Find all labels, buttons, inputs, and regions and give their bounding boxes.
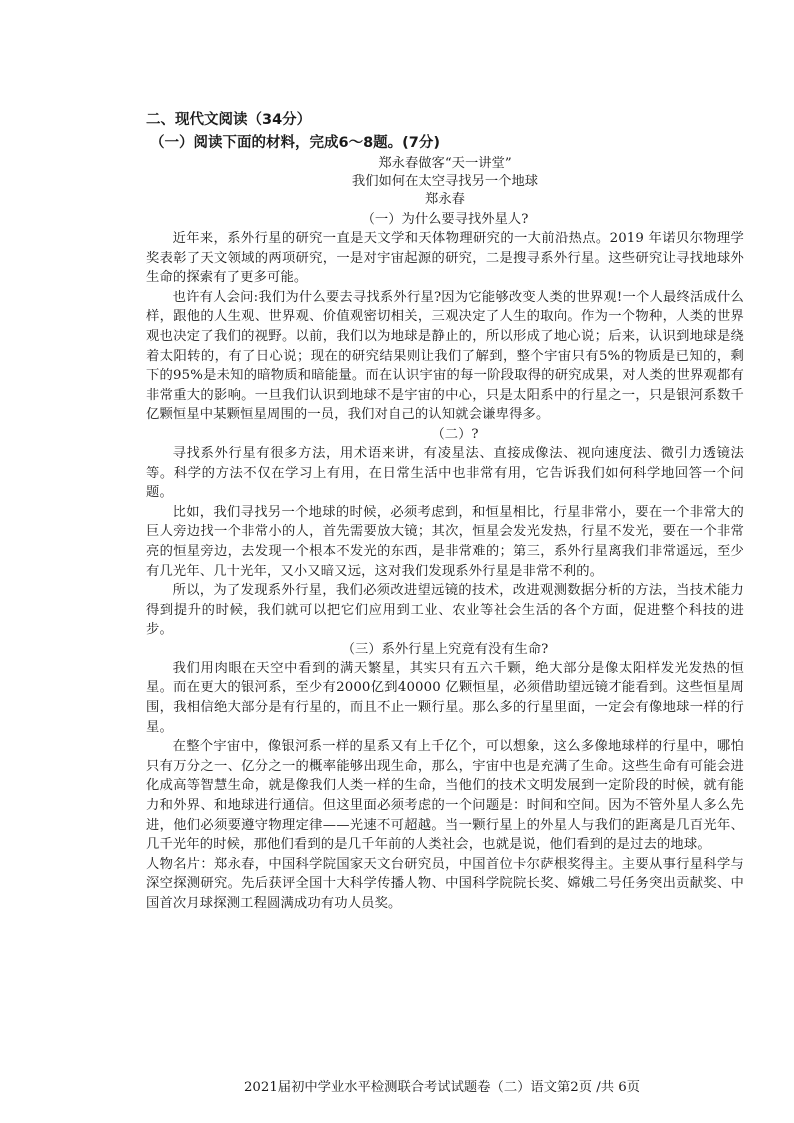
paragraph: 近年来，系外行星的研究一直是天文学和天体物理研究的一大前沿热点。2019 年诺贝尔物理学奖表彰了天文领域的两项研究，一是对宇宙起源的研究，二是搜寻系外行星。这些研究让寻找地球外生命的探索有了更多可能。 <box>146 231 744 286</box>
question-instruction: （一）阅读下面的材料，完成6～8题。(7分) <box>150 135 441 151</box>
page-footer: 2021届初中学业水平检测联合考试试题卷（二）语文第2页 /共 6页 <box>243 1080 641 1095</box>
section-title: 二、现代文阅读（34分） <box>146 112 312 128</box>
paragraph: 也许有人会问:我们为什么要去寻找系外行星?因为它能够改变人类的世界观!一个人最终活成什么样，跟他的人生观、世界观、价值观密切相关，三观决定了人生的取向。作为一个物种，人类的世界观也决定了我们的视野。以前，我们以为地球是静止的，所以形成了地心说；后来，认识到地球是绕着太阳转的，有了日心说；现在的研究结果则让我们了解到，整个宇宙只有5%的物质是已知的，剩下的95%是未知的暗物质和暗能量。而在认识宇宙的每一阶段取得的研究成果，对人类的世界观都有非常重大的影响。一旦我们认识到地球不是宇宙的中心，只是太阳系中的行星之一，只是银河系数千亿颗恒星中某颗恒星周围的一员，我们对自己的认知就会谦卑得多。 <box>146 289 744 423</box>
paragraph: 寻找系外行星有很多方法，用术语来讲，有凌星法、直接成像法、视向速度法、微引力透镜法等。科学的方法不仅在学习上有用，在日常生活中也非常有用，它告诉我们如何科学地回答一个问题。 <box>146 445 744 501</box>
part2-heading: （二）? <box>431 426 479 442</box>
part3-heading: （三）系外行星上究竟有没有生命? <box>341 641 549 657</box>
article-author: 郑永春 <box>425 192 465 207</box>
paragraph: 我们用肉眼在天空中看到的满天繁星，其实只有五六千颗，绝大部分是像太阳样发光发热的恒星。而在更大的银河系，至少有2000亿到40000 亿颗恒星，必须借助望远镜才能看到。这些恒星周围，我相信绝大部分是有行星的，而且不止一颗行星。那么多的行星里面，一定会有像地球一样的行星。 <box>146 660 744 735</box>
article-title: 我们如何在太空寻找另一个地球 <box>351 174 539 189</box>
paragraph: 比如，我们寻找另一个地球的时候，必须考虑到，和恒星相比，行星非常小，要在一个非常大的巨人旁边找一个非常小的人，首先需要放大镜；其次，恒星会发光发热，行星不发光，要在一个非常亮的恒星旁边，去发现一个根本不发光的东西，是非常难的；第三，系外行星离我们非常遥远，至少有几光年、几十光年，又小又暗又远，这对我们发现系外行星是非常不利的。 <box>146 504 744 579</box>
paragraph: 所以，为了发现系外行星，我们必须改进望远镜的技术，改进观测数据分析的方法，当技术能力得到提升的时候，我们就可以把它们应用到工业、农业等社会生活的各个方面，促进整个科技的进步。 <box>146 583 744 638</box>
paragraph: 在整个宇宙中，像银河系一样的星系又有上千亿个，可以想象，这么多像地球样的行星中，哪怕只有万分之一、亿分之一的概率能够出现生命，那么，宇宙中也是充满了生命。这些生命有可能会进化成高等智慧生命，就是像我们人类一样的生命，当他们的技术文明发展到一定阶段的时候，就有能力和外界、和地球进行通信。但这里面必须考虑的一个问题是：时间和空间。因为不管外星人多么先进，他们必须要遵守物理定律——光速不可超越。当一颗行星上的外星人与我们的距离是几百光年、几千光年的时候，那他们看到的是几千年前的人类社会，也就是说，他们看到的是过去的地球。 <box>146 739 744 853</box>
part1-heading: （一）为什么要寻找外星人? <box>361 212 529 227</box>
author-bio: 人物名片：郑永春，中国科学院国家天文台研究员，中国首位卡尔萨根奖得主。主要从事行星科学与深空探测研究。先后获评全国十大科学传播人物、中国科学院院长奖、嫦娥二号任务突出贡献奖、中国首次月球探测工程圆满成功有功人员奖。 <box>146 856 744 911</box>
article-header-event: 郑永春做客“天一讲堂” <box>378 156 512 171</box>
